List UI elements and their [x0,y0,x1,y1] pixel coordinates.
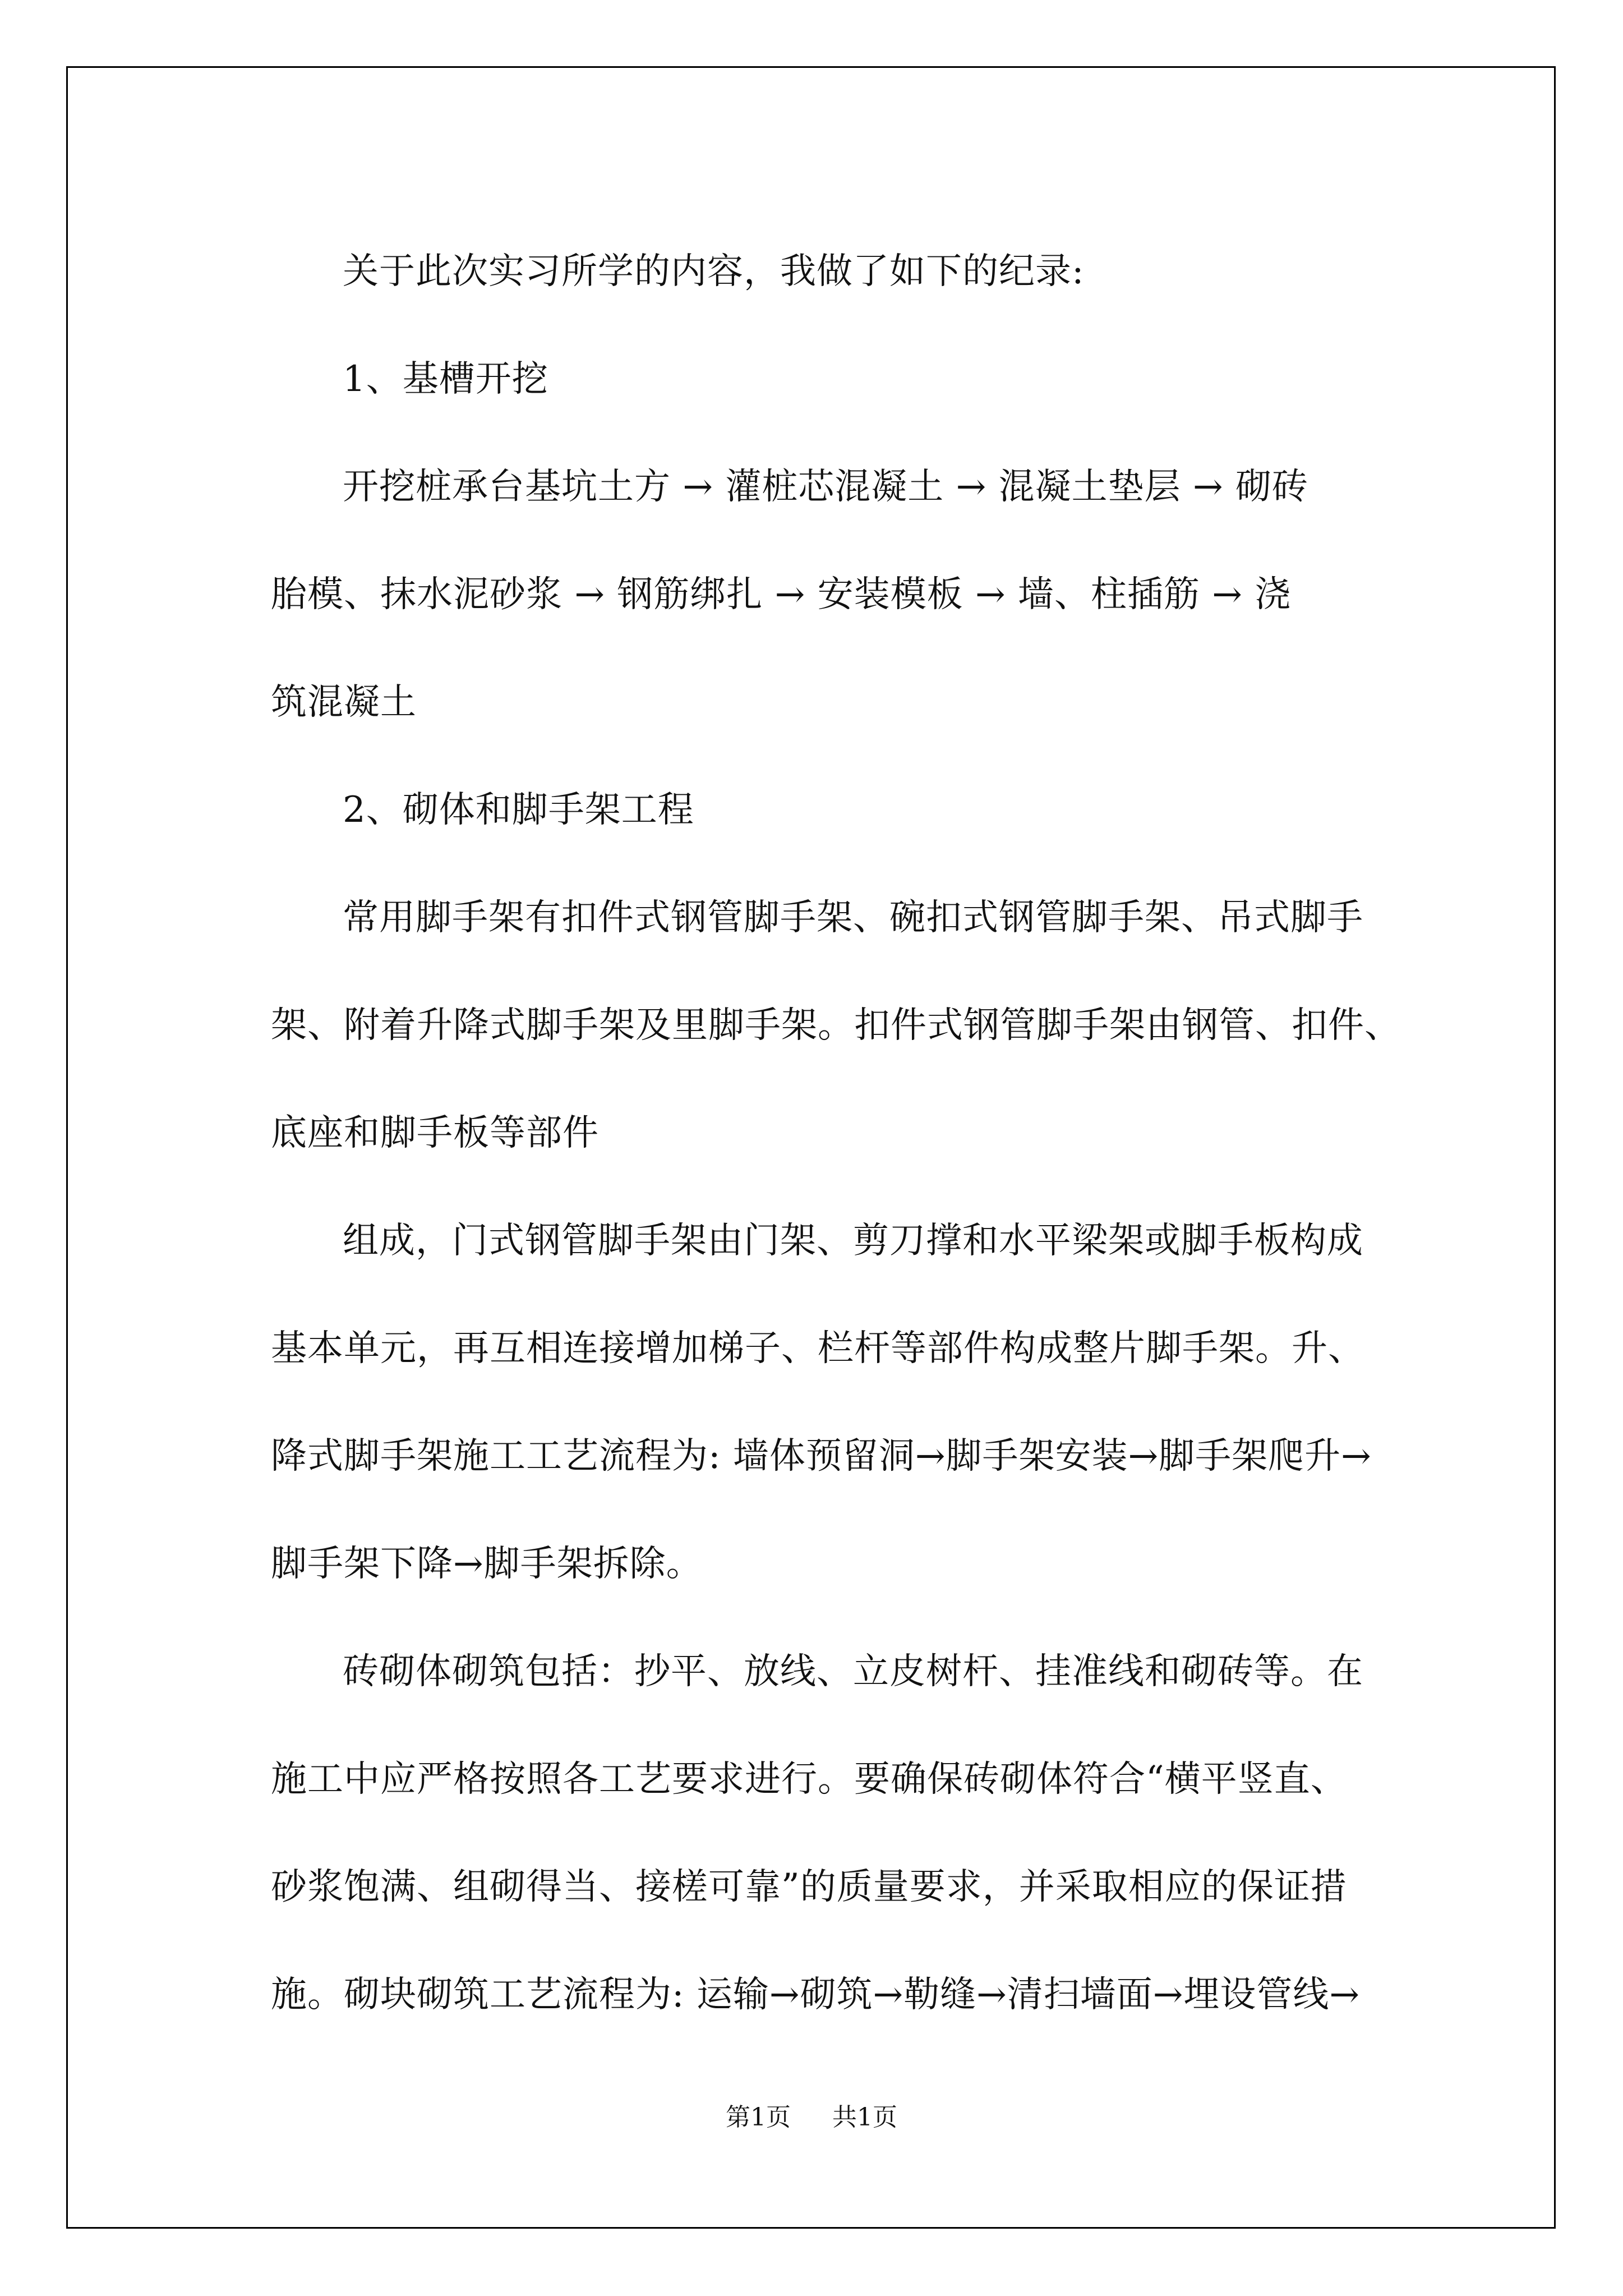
paragraph-intro [199,218,1433,325]
text-line: 基本单元，再互相连接增加梯子、栏杆等部件构成整片脚手架。升、 [271,1328,1364,1369]
heading-masonry-scaffold [199,756,1433,864]
document-body [199,218,1433,2049]
text-line: 开挖桩承台基坑土方 → 灌桩芯混凝土 → 混凝土垫层 → 砌砖 [343,466,1308,508]
text-line: 关于此次实习所学的内容，我做了如下的纪录: [343,251,1085,292]
paragraph-scaffold-structure [199,1187,1433,1618]
text-line: 胎模、抹水泥砂浆 → 钢筋绑扎 → 安装模板 → 墙、柱插筋 → 浇 [271,574,1292,615]
heading-excavation [199,325,1433,433]
text-line: 常用脚手架有扣件式钢管脚手架、碗扣式钢管脚手架、吊式脚手 [343,897,1363,938]
text-line: 1、基槽开挖 [343,358,548,400]
text-line: 2、砌体和脚手架工程 [343,789,694,831]
paragraph-excavation-flow [199,433,1433,756]
page-number: 第1页 [726,2103,791,2132]
text-line: 砂浆饱满、组砌得当、接槎可靠”的质量要求，并采取相应的保证措 [271,1866,1347,1908]
text-line: 脚手架下降→脚手架拆除。 [271,1543,703,1585]
paragraph-brick-masonry [199,1618,1433,2049]
text-line: 降式脚手架施工工艺流程为: 墙体预留洞→脚手架安装→脚手架爬升→ [271,1435,1372,1477]
page-footer [0,2101,1623,2134]
text-line: 筑混凝土 [271,682,417,723]
text-line: 架、附着升降式脚手架及里脚手架。扣件式钢管脚手架由钢管、扣件、 [271,1005,1401,1046]
page-total: 共1页 [832,2103,897,2132]
text-line: 施。砌块砌筑工艺流程为: 运输→砌筑→勒缝→清扫墙面→埋设管线→ [271,1974,1361,2016]
paragraph-scaffold-types [199,864,1433,1187]
text-line: 砖砌体砌筑包括：抄平、放线、立皮树杆、挂准线和砌砖等。在 [343,1651,1363,1692]
text-line: 底座和脚手板等部件 [271,1112,599,1154]
text-line: 施工中应严格按照各工艺要求进行。要确保砖砌体符合“横平竖直、 [271,1759,1347,1800]
text-line: 组成，门式钢管脚手架由门架、剪刀撑和水平梁架或脚手板构成 [343,1220,1363,1262]
